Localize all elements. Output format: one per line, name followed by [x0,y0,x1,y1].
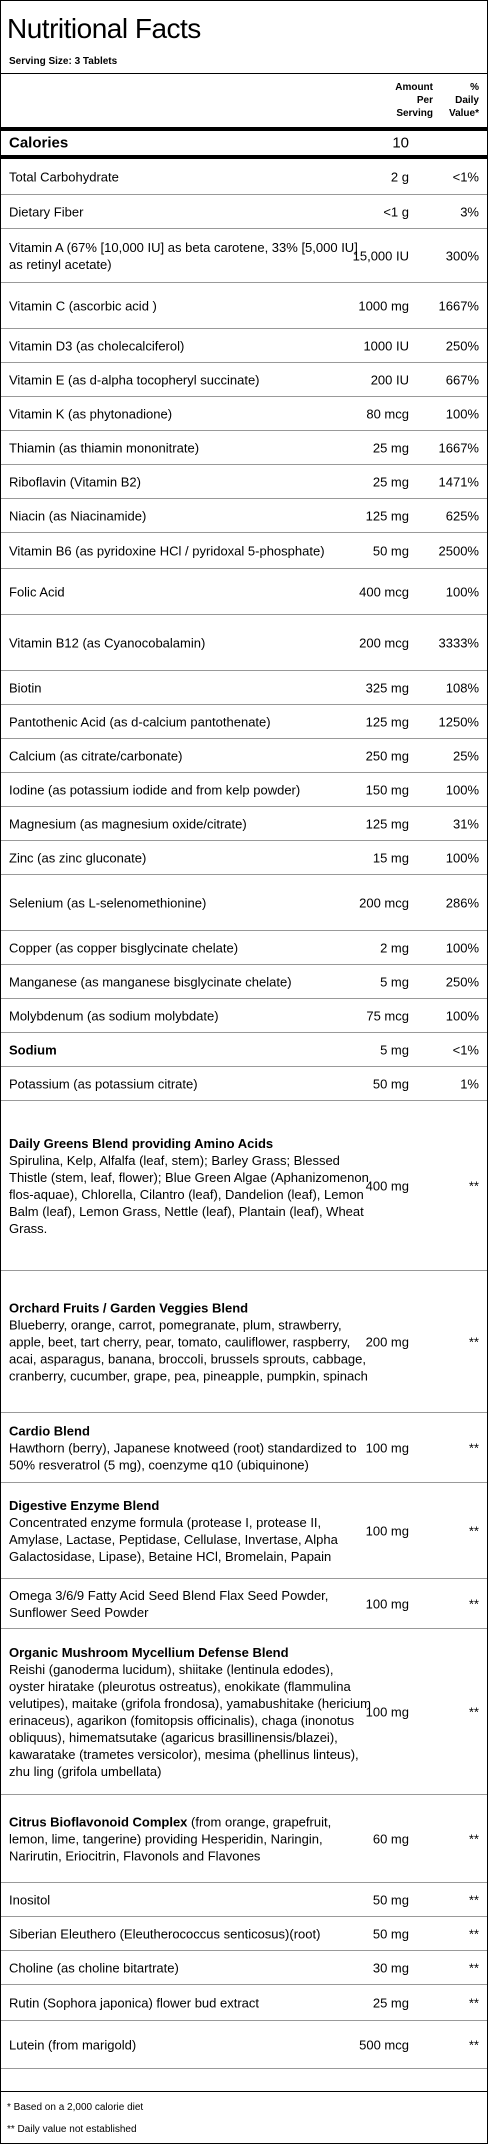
blend-description [9,1587,371,1621]
nutrient-daily-value: 286% [445,895,479,910]
nutrient-daily-value: 3333% [438,635,479,650]
nutrient-daily-value: 2500% [438,543,479,558]
nutrient-daily-value: ** [468,1995,479,2010]
nutrient-row [1,2021,487,2069]
nutrient-amount: <1 g [383,204,409,219]
nutrient-row [1,773,487,807]
nutrient-name: Calories [9,134,69,152]
nutrient-row [1,465,487,499]
nutrient-daily-value: <1% [452,1042,479,1057]
nutrient-daily-value: 1667% [438,298,479,313]
nutrient-row [1,569,487,615]
nutrient-name: Potassium (as potassium citrate) [9,1076,198,1091]
nutrient-amount: 25 mg [372,474,409,489]
amount-per-serving-header: Amount Per Serving [395,82,433,119]
nutrient-row [1,1917,487,1951]
blend-amount: 400 mg [365,1178,409,1193]
nutrient-row [1,841,487,875]
blend-description [9,1497,371,1565]
blend-ingredients: Blueberry, orange, carrot, pomegranate, plum, strawberry, apple, beet, tart cherry, pear, tomato, cauliflower, raspberry, acai, asparagus, banana, broccoli, brussels sprouts, cabbage, cranberry, cucumber, grape, pea, pineapple, pumpkin, spinach [9,1317,368,1383]
nutrient-name: Total Carbohydrate [9,169,119,184]
nutrient-row [1,965,487,999]
nutrient-name: Folic Acid [9,584,65,599]
nutrient-row [1,363,487,397]
nutrient-daily-value: 100% [445,1008,479,1023]
blend-title: Orchard Fruits / Garden Veggies Blend [9,1300,249,1315]
nutrient-name: Pantothenic Acid (as d-calcium pantothenate) [9,714,271,729]
blend-amount: 100 mg [365,1440,409,1455]
nutrient-daily-value: 100% [445,850,479,865]
nutrient-name: Choline (as choline bitartrate) [9,1960,179,1975]
blend-ingredients: Hawthorn (berry), Japanese knotweed (root) standardized to 50% resveratrol (5 mg), coenzyme q10 (ubiquinone) [9,1440,357,1472]
nutrient-name: Inositol [9,1892,51,1907]
nutrient-daily-value: 1667% [438,440,479,455]
nutrient-name: Dietary Fiber [9,204,84,219]
nutrient-amount: 125 mg [365,714,409,729]
nutrient-daily-value: 25% [452,748,479,763]
nutrient-daily-value: 3% [460,204,479,219]
nutrient-daily-value: 300% [445,248,479,263]
nutrient-amount: 15 mg [372,850,409,865]
blend-daily-value: ** [468,1440,479,1455]
blend-description [9,1644,371,1780]
nutrient-amount: 50 mg [372,543,409,558]
nutrient-name: Riboflavin (Vitamin B2) [9,474,141,489]
nutrient-name: Siberian Eleuthero (Eleutherococcus senticosus)(root) [9,1926,321,1941]
nutrient-amount: 5 mg [380,974,409,989]
nutrient-name: Copper (as copper bisglycinate chelate) [9,940,239,955]
nutrient-name: Vitamin K (as phytonadione) [9,406,173,421]
nutrient-name: Vitamin D3 (as cholecalciferol) [9,338,185,353]
blend-description [9,1135,371,1237]
nutrient-row [1,1883,487,1917]
blend-daily-value: ** [468,1596,479,1611]
footnote-calorie-basis: * Based on a 2,000 calorie diet [7,2102,144,2113]
blend-amount: 100 mg [365,1596,409,1611]
daily-value-header: % Daily Value* [448,82,479,119]
nutrient-daily-value: ** [468,1892,479,1907]
nutrient-daily-value: <1% [452,169,479,184]
nutrient-amount: 200 mcg [359,895,409,910]
blend-row [1,1483,487,1579]
blend-amount: 100 mg [365,1523,409,1538]
nutrient-amount: 75 mcg [366,1008,409,1023]
blend-title: Organic Mushroom Mycellium Defense Blend [9,1644,289,1660]
nutrient-name: Lutein (from marigold) [9,2037,137,2052]
blend-amount: 100 mg [365,1704,409,1719]
blend-description [9,1299,371,1384]
nutrient-name: Selenium (as L-selenomethionine) [9,895,207,910]
nutrient-daily-value: 108% [445,680,479,695]
nutrient-amount: 2 g [390,169,409,184]
blend-description [9,1813,371,1864]
nutrient-name: Niacin (as Niacinamide) [9,508,147,523]
nutrient-name: Zinc (as zinc gluconate) [9,850,147,865]
nutrient-name: Vitamin B6 (as pyridoxine HCl / pyridoxal 5-phosphate) [9,543,325,558]
nutrient-row [1,533,487,569]
blend-daily-value: ** [468,1523,479,1538]
blend-daily-value: ** [468,1178,479,1193]
nutrient-row [1,283,487,329]
nutrient-row [1,1067,487,1101]
nutrient-row [1,931,487,965]
nutrient-amount: 15,000 IU [352,248,409,263]
footnote-dv-not-established: ** Daily value not established [7,2124,137,2135]
blend-ingredients: Reishi (ganoderma lucidum), shiitake (lentinula edodes), oyster hiratake (pleurotus ostreatus), enokikate (flammulina velutipes), maitake (grifola frondosa), yamabushitake (hericium erinaceus), agarikon (fomitopsis officinalis), chaga (inonotus obliquus), himematsutake (agaricus brasillinensis/blazei), kawaratake (trametes versicolor), mesima (phellinus linteus), zhu ling (grifola umbellata) [9,1661,371,1779]
nutrient-name: Manganese (as manganese bisglycinate chelate) [9,974,292,989]
nutrient-amount: 500 mcg [359,2037,409,2052]
blend-description [9,1422,371,1473]
nutrient-row [1,1033,487,1067]
nutrient-amount: 50 mg [372,1926,409,1941]
nutrient-name: Rutin (Sophora japonica) flower bud extract [9,1995,260,2010]
nutrient-row [1,615,487,671]
nutrient-row [1,999,487,1033]
nutrient-amount: 125 mg [365,816,409,831]
nutrient-row [1,499,487,533]
nutrient-row [1,705,487,739]
nutrient-name: Iodine (as potassium iodide and from kelp powder) [9,782,301,797]
serving-size: Serving Size: 3 Tablets [9,56,118,67]
blend-title: Cardio Blend [9,1423,90,1438]
nutrient-amount: 5 mg [380,1042,409,1057]
blend-title: Daily Greens Blend providing Amino Acids [9,1135,274,1151]
nutrient-amount: 2 mg [380,940,409,955]
nutrient-row [1,1985,487,2021]
nutrient-amount: 25 mg [372,440,409,455]
nutrient-daily-value: 31% [452,816,479,831]
nutrient-daily-value: 1471% [438,474,479,489]
nutrient-amount: 50 mg [372,1892,409,1907]
divider [1,2091,487,2092]
nutrient-amount: 80 mcg [366,406,409,421]
blend-amount: 60 mg [372,1831,409,1846]
nutrient-daily-value: 1% [460,1076,479,1091]
nutrient-amount: 200 IU [370,372,409,387]
nutrient-amount: 30 mg [372,1960,409,1975]
nutrient-daily-value: ** [468,2037,479,2052]
nutrient-row [1,1951,487,1985]
nutrient-amount: 400 mcg [359,584,409,599]
nutrient-amount: 10 [392,134,409,152]
nutrient-daily-value: 625% [445,508,479,523]
nutrient-name: Vitamin C (ascorbic acid ) [9,298,157,313]
nutrient-name: Thiamin (as thiamin mononitrate) [9,440,200,455]
blend-row [1,1795,487,1883]
nutrient-row [1,807,487,841]
blend-ingredients: Spirulina, Kelp, Alfalfa (leaf, stem); Barley Grass; Blessed Thistle (stem, leaf, flower); Blue Green Algae (Aphanizomenon flos-aquae), Chlorella, Cilantro (leaf), Dandelion (leaf), Lemon Balm (leaf), Lemon Grass, Nettle (leaf), Plantain (leaf), Wheat Grass. [9,1152,369,1236]
nutrient-daily-value: 100% [445,584,479,599]
nutrient-amount: 50 mg [372,1076,409,1091]
nutrient-daily-value: ** [468,1960,479,1975]
nutrient-row [1,739,487,773]
nutrient-daily-value: 1250% [438,714,479,729]
nutrient-row [1,195,487,229]
blend-daily-value: ** [468,1334,479,1349]
blend-title: Citrus Bioflavonoid Complex [9,1814,188,1829]
nutrient-amount: 1000 mg [358,298,409,313]
nutrient-name: Vitamin A (67% [10,000 IU] as beta carotene, 33% [5,000 IU] as retinyl acetate) [9,239,358,272]
nutrient-amount: 1000 IU [363,338,409,353]
nutrient-name: Vitamin E (as d-alpha tocopheryl succinate) [9,372,260,387]
nutrient-row [1,431,487,465]
nutrient-name: Magnesium (as magnesium oxide/citrate) [9,816,247,831]
blend-row [1,1413,487,1483]
blend-title: Digestive Enzyme Blend [9,1497,160,1513]
calories-row [1,131,487,159]
blend-row [1,1271,487,1413]
blend-row [1,1101,487,1271]
nutrient-row [1,159,487,195]
nutrient-name: Biotin [9,680,42,695]
nutrient-amount: 25 mg [372,1995,409,2010]
blend-ingredients: Concentrated enzyme formula (protease I, protease II, Amylase, Lactase, Peptidase, Cellulase, Invertase, Alpha Galactosidase, Lipase), Betaine HCl, Bromelain, Papain [9,1514,338,1564]
nutrient-amount: 250 mg [365,748,409,763]
blend-ingredients: Omega 3/6/9 Fatty Acid Seed Blend Flax Seed Powder, Sunflower Seed Powder [9,1587,329,1620]
label-title: Nutritional Facts [7,13,201,44]
nutrient-name: Molybdenum (as sodium molybdate) [9,1008,219,1023]
blend-daily-value: ** [468,1831,479,1846]
nutrient-row [1,671,487,705]
nutrient-row [1,397,487,431]
nutrient-daily-value: 250% [445,338,479,353]
nutrient-name: Vitamin B12 (as Cyanocobalamin) [9,635,206,650]
nutrient-daily-value: ** [468,1926,479,1941]
nutrient-daily-value: 250% [445,974,479,989]
blend-ingredients: (from orange, grapefruit, lemon, lime, tangerine) providing Hesperidin, Naringin, Narirutin, Eriocitrin, Flavonols and Flavones [9,1814,332,1863]
divider [1,73,487,74]
blend-amount: 200 mg [365,1334,409,1349]
nutrient-daily-value: 100% [445,940,479,955]
blend-daily-value: ** [468,1704,479,1719]
nutrient-amount: 325 mg [365,680,409,695]
nutrient-daily-value: 100% [445,406,479,421]
nutrient-name: Calcium (as citrate/carbonate) [9,748,183,763]
nutrient-name: Sodium [9,1042,57,1057]
blend-row [1,1579,487,1629]
nutrient-row [1,329,487,363]
nutrient-row [1,875,487,931]
nutrient-amount: 150 mg [365,782,409,797]
blend-row [1,1629,487,1795]
nutrient-daily-value: 667% [445,372,479,387]
nutrient-amount: 200 mcg [359,635,409,650]
nutrient-row [1,229,487,283]
nutrient-amount: 125 mg [365,508,409,523]
nutrient-daily-value: 100% [445,782,479,797]
